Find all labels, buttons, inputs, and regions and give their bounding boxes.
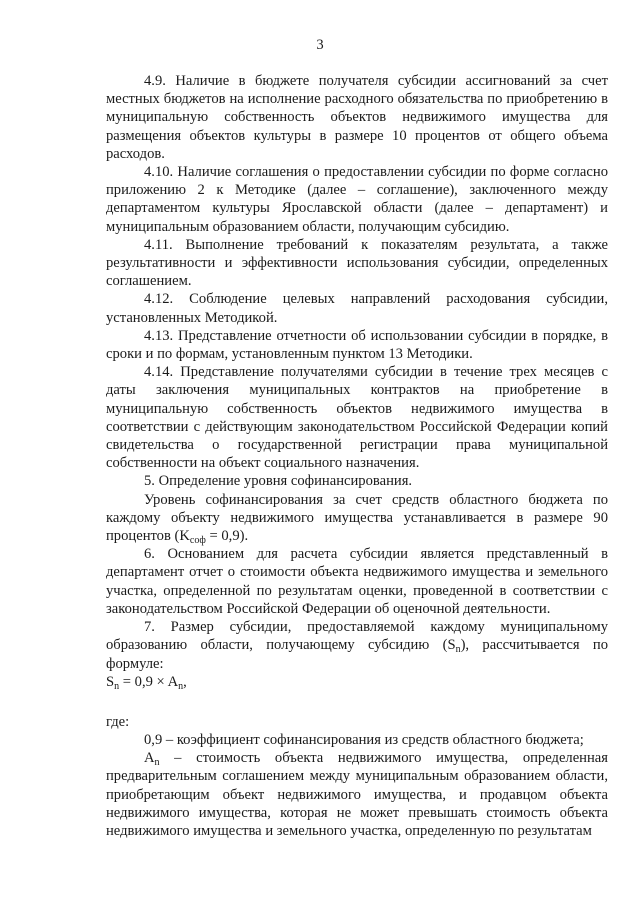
p7-subscript: n: [455, 644, 461, 656]
formula: [106, 673, 608, 691]
paragraph-4-12: 4.12. Соблюдение целевых направлений расходования субсидии, установленных Методикой.: [106, 291, 608, 326]
paragraph-5: 5. Определение уровня софинансирования.: [144, 473, 413, 490]
an-symbol: A: [144, 750, 155, 767]
level-text-start: Уровень софинансирования за счет средств областного бюджета по каждому объекту недвижимого имущества устанавливается в размере 90 процентов (K: [106, 491, 608, 545]
page-number: 3: [316, 37, 324, 53]
paragraph-5-level: [106, 491, 608, 546]
paragraph-4-11: 4.11. Выполнение требований к показателям результата, а также результативности и эффективности использования субсидии, определенных соглашением.: [106, 236, 608, 290]
formula-middle: = 0,9 × A: [119, 673, 179, 690]
definition-coefficient: 0,9 – коэффициент софинансирования из средств областного бюджета;: [144, 731, 584, 748]
where-label: где:: [106, 713, 130, 730]
paragraph-7: [106, 618, 608, 673]
level-subscript: соф: [189, 535, 206, 547]
paragraph-4-10: 4.10. Наличие соглашения о предоставлении субсидии по форме согласно приложению 2 к Методике (далее – соглашение), заключенного между департаментом культуры Ярославской области (далее – департамент) и муниципальным образованием области, получающим субсидию.: [106, 164, 608, 235]
level-text-end: = 0,9).: [205, 528, 249, 545]
document-body: [106, 72, 608, 840]
an-definition-text: – стоимость объекта недвижимого имущества, определенная предварительным соглашением между муниципальным образованием области, приобретающим объект недвижимого имущества, и продавцом объекта недвижимого имущества, которая не может превышать стоимость объекта недвижимого имущества и земельного участка, определенную по результатам: [106, 750, 608, 839]
p7-text-end: ), рассчитывается по формуле:: [106, 637, 608, 672]
formula-a-subscript: n: [178, 680, 184, 692]
formula-s-subscript: n: [114, 680, 120, 692]
formula-s: S: [106, 673, 115, 690]
paragraph-6: 6. Основанием для расчета субсидии является представленный в департамент отчет о стоимости объекта недвижимого имущества и земельного участка, определенной по результатам оценки, проведенной в соответствии с законодательством Российской Федерации об оценочной деятельности.: [106, 546, 608, 617]
an-subscript: n: [154, 757, 160, 769]
paragraph-4-9: 4.9. Наличие в бюджете получателя субсидии ассигнований за счет местных бюджетов на исполнение расходного обязательства по приобретению в муниципальную собственность объектов недвижимого имущества для размещения объектов культуры в размере 10 процентов от общего объема расходов.: [106, 73, 608, 162]
formula-end: ,: [183, 673, 187, 690]
paragraph-4-14: 4.14. Представление получателями субсидии в течение трех месяцев с даты заключения муниципальных контрактов на приобретение в муниципальную собственность объектов недвижимого имущества в соответствии с действующим законодательством Российской Федерации копий свидетельства о государственной регистрации права муниципальной собственности на объект социального назначения.: [106, 364, 608, 472]
p7-text-start: 7. Размер субсидии, предоставляемой каждому муниципальному образованию области, получающему субсидию (S: [106, 619, 608, 654]
definition-an: [106, 749, 608, 840]
paragraph-4-13: 4.13. Представление отчетности об использовании субсидии в порядке, в сроки и по формам, установленным пунктом 13 Методики.: [106, 327, 608, 363]
